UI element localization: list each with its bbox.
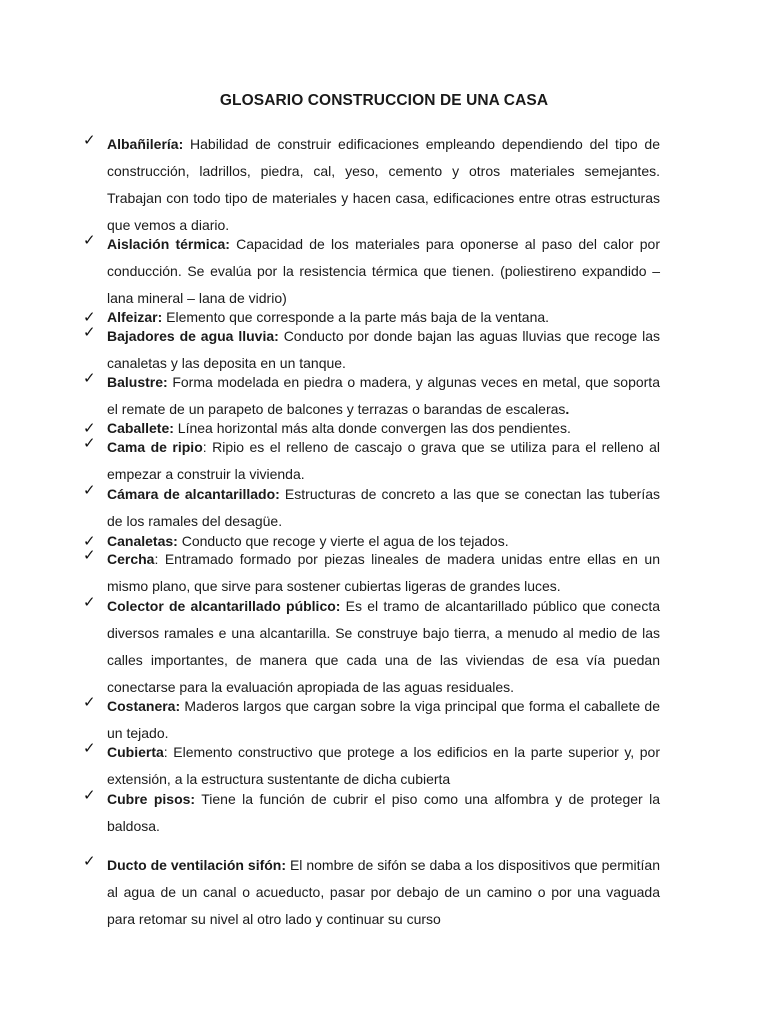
glossary-term: Cama de ripio	[107, 439, 203, 455]
document-title: GLOSARIO CONSTRUCCION DE UNA CASA	[219, 92, 549, 109]
glossary-entry-ducto-de-ventilacion-sifon	[83, 852, 661, 933]
glossary-entry-cubierta	[83, 739, 660, 793]
glossary-definition: Elemento que corresponde a la parte más baja de la ventana.	[162, 309, 550, 325]
checkmark-icon: ✓	[83, 419, 96, 437]
glossary-definition: Conducto por donde bajan las aguas lluvias que recoge las canaletas y las deposita en un tanque.	[107, 328, 660, 371]
checkmark-icon: ✓	[83, 532, 96, 550]
glossary-term: Aislación térmica:	[107, 236, 230, 252]
glossary-definition: Forma modelada en piedra o madera, y algunas veces en metal, que soporta el remate de un parapeto de balcones y terrazas o barandas de escaleras	[107, 374, 660, 417]
glossary-entry-albanileria	[83, 131, 660, 239]
glossary-term: Ducto de ventilación sifón:	[107, 857, 287, 873]
glossary-term: Bajadores de agua lluvia:	[107, 328, 279, 344]
checkmark-icon: ✓	[83, 308, 96, 326]
checkmark-icon: ✓	[83, 131, 96, 149]
checkmark-icon: ✓	[83, 434, 96, 452]
glossary-entry-balustre	[83, 369, 660, 423]
glossary-definition: Estructuras de concreto a las que se conectan las tuberías de los ramales del desagüe.	[107, 486, 660, 529]
checkmark-icon: ✓	[83, 231, 96, 249]
glossary-term: Balustre:	[107, 374, 168, 390]
checkmark-icon: ✓	[83, 739, 96, 757]
checkmark-icon: ✓	[83, 546, 96, 564]
checkmark-icon: ✓	[83, 852, 96, 870]
glossary-term: Cercha	[107, 551, 155, 567]
glossary-definition: Línea horizontal más alta donde convergen las dos pendientes.	[173, 420, 571, 436]
glossary-definition: Habilidad de construir edificaciones empleando dependiendo del tipo de construcción, ladrillos, piedra, cal, yeso, cemento y otros materiales semejantes. Trabajan con todo tipo de materiales y hacen casa, edificaciones entre otras estructuras que vemos a diario.	[107, 136, 660, 233]
glossary-term: Costanera:	[107, 698, 181, 714]
glossary-entry-colector-de-alcantarillado-publico	[83, 593, 660, 701]
glossary-term: Cubre pisos:	[107, 791, 196, 807]
glossary-entry-cercha	[83, 546, 660, 600]
glossary-definition: Maderos largos que cargan sobre la viga principal que forma el caballete de un tejado.	[107, 698, 660, 741]
glossary-definition-end: .	[565, 401, 570, 417]
glossary-definition: Conducto que recoge y vierte el agua de los tejados.	[177, 533, 509, 549]
checkmark-icon: ✓	[83, 593, 96, 611]
glossary-term: Albañilería:	[107, 136, 184, 152]
glossary-definition: El nombre de sifón se daba a los dispositivos que permitían al agua de un canal o acueducto, pasar por debajo de un camino o por una vaguada para retomar su nivel al otro lado y continuar su curso	[107, 857, 661, 927]
checkmark-icon: ✓	[83, 323, 96, 341]
glossary-definition: Es el tramo de alcantarillado público que conecta diversos ramales e una alcantarilla. Se construye bajo tierra, a menudo al medio de las calles importantes, de manera que cada una de las viviendas de esa vía puedan conectarse para la evaluación apropiada de las aguas residuales.	[107, 598, 660, 695]
checkmark-icon: ✓	[83, 369, 96, 387]
glossary-definition: : Ripio es el relleno de cascajo o grava que se utiliza para el relleno al empezar a construir la vivienda.	[107, 439, 660, 482]
glossary-definition: Tiene la función de cubrir el piso como una alfombra y de proteger la baldosa.	[107, 791, 660, 834]
glossary-definition: : Entramado formado por piezas lineales de madera unidas entre ellas en un mismo plano, que sirve para sostener cubiertas ligeras de grandes luces.	[107, 551, 660, 594]
glossary-term: Caballete:	[107, 420, 174, 436]
checkmark-icon: ✓	[83, 693, 96, 711]
glossary-term: Cámara de alcantarillado:	[107, 486, 280, 502]
glossary-entry-camara-de-alcantarillado	[83, 481, 660, 535]
glossary-entry-aislacion-termica	[83, 231, 661, 312]
glossary-entry-cama-de-ripio	[83, 434, 660, 488]
glossary-entry-cubre-pisos	[83, 786, 660, 840]
glossary-definition: Capacidad de los materiales para oponerse al paso del calor por conducción. Se evalúa por la resistencia térmica que tienen. (poliestireno expandido – lana mineral – lana de vidrio)	[107, 236, 661, 306]
glossary-term: Cubierta	[107, 744, 164, 760]
checkmark-icon: ✓	[83, 481, 96, 499]
glossary-definition: : Elemento constructivo que protege a los edificios en la parte superior y, por extensión, a la estructura sustentante de dicha cubierta	[107, 744, 660, 787]
glossary-term: Alfeizar:	[107, 309, 163, 325]
checkmark-icon: ✓	[83, 786, 96, 804]
glossary-term: Colector de alcantarillado público:	[107, 598, 341, 614]
glossary-term: Canaletas:	[107, 533, 178, 549]
